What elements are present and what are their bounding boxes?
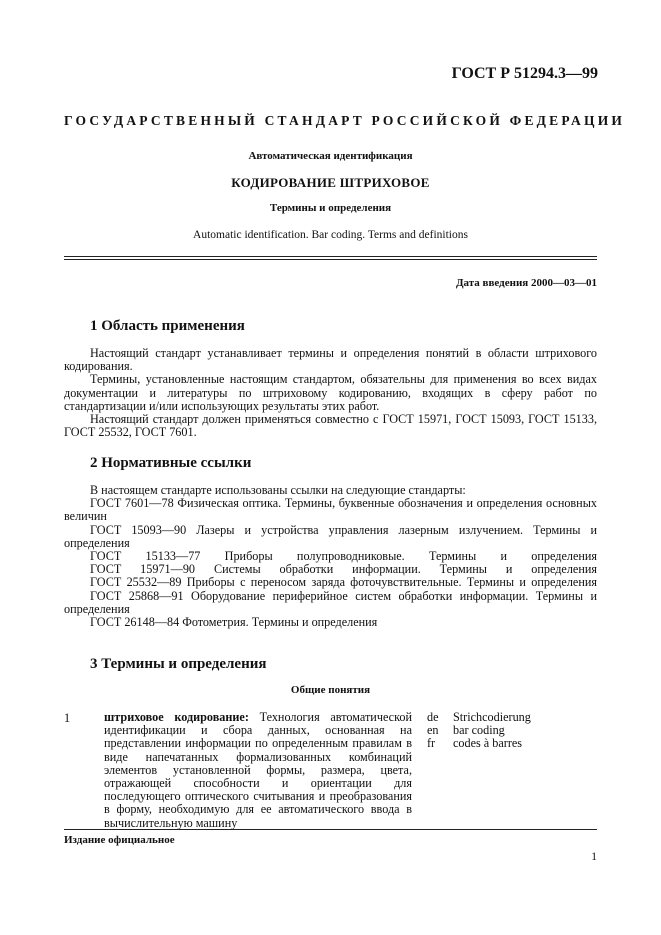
term-definition-text: Технология автоматической идентификации и сбора данных, основанная на представлении информации по определенным правилам в виде напечатанных формализованных комбинаций элементов установленной формы, размера, цвета, отражающей способности и ориентации для последующего оптического считывания и преобразования в форму, необходимую для ее автоматического ввода в вычислительную машину xyxy=(104,710,412,830)
term-name: штриховое кодирование: xyxy=(104,710,249,724)
section1-heading: 1 Область применения xyxy=(90,318,245,334)
header-divider-bottom xyxy=(64,259,597,260)
subtitle-bottom: Термины и определения xyxy=(269,202,392,214)
section1-body xyxy=(64,347,597,439)
language-code: fr xyxy=(427,736,436,751)
section1-paragraph: Термины, установленные настоящим стандартом, обязательны для применения во всех видах документации и литературы по штриховому кодированию, входящих в сферу работ по стандартизации и/или использующих результаты этих работ. xyxy=(64,372,597,413)
foreign-term: Strichcodierung xyxy=(453,710,531,724)
language-code: en xyxy=(427,723,439,738)
subtitle-top: Автоматическая идентификация xyxy=(248,150,413,162)
title-english: Automatic identification. Bar coding. Terms and definitions xyxy=(193,229,468,241)
reference-item: ГОСТ 25868—91 Оборудование периферийное систем обработки информации. Термины и определения xyxy=(64,588,597,616)
page-title: КОДИРОВАНИЕ ШТРИХОВОЕ xyxy=(231,175,430,190)
footer-divider xyxy=(64,829,597,830)
section3-heading: 3 Термины и определения xyxy=(90,656,267,672)
gost-number: ГОСТ Р 51294.3—99 xyxy=(451,65,598,82)
page-number: 1 xyxy=(591,851,597,863)
state-standard-heading: ГОСУДАРСТВЕННЫЙ СТАНДАРТ РОССИЙСКОЙ ФЕДЕРАЦИИ xyxy=(64,113,626,128)
reference-item: ГОСТ 15133—77 Приборы полупроводниковые. Термины и определения xyxy=(90,549,597,564)
section2-intro: В настоящем стандарте использованы ссылки на следующие стандарты: xyxy=(90,483,466,497)
section2-heading: 2 Нормативные ссылки xyxy=(90,455,252,471)
edition-label: Издание официальное xyxy=(64,834,175,846)
language-codes xyxy=(427,711,439,751)
section2-body xyxy=(64,484,597,629)
reference-item: ГОСТ 26148—84 Фотометрия. Термины и определения xyxy=(90,615,378,630)
reference-item: ГОСТ 7601—78 Физическая оптика. Термины, буквенные обозначения и определения основных величин xyxy=(64,496,597,524)
section3-subheading: Общие понятия xyxy=(290,684,371,696)
foreign-term: codes à barres xyxy=(453,736,523,751)
language-code: de xyxy=(427,710,439,724)
reference-item: ГОСТ 15971—90 Системы обработки информации. Термины и определения xyxy=(90,562,597,577)
header-divider-top xyxy=(64,256,597,257)
term-definition xyxy=(104,711,412,830)
section1-paragraph: Настоящий стандарт устанавливает термины и определения понятий в области штрихового кодирования. xyxy=(64,346,597,374)
section1-paragraph: Настоящий стандарт должен применяться совместно с ГОСТ 15971, ГОСТ 15093, ГОСТ 15133, ГОСТ 25532, ГОСТ 7601. xyxy=(64,412,597,440)
foreign-equivalents xyxy=(453,711,531,751)
reference-item: ГОСТ 15093—90 Лазеры и устройства управления лазерным излучением. Термины и определения xyxy=(64,522,597,550)
foreign-term: bar coding xyxy=(453,723,505,738)
term-number: 1 xyxy=(64,711,71,725)
effective-date: Дата введения 2000—03—01 xyxy=(455,277,597,289)
reference-item: ГОСТ 25532—89 Приборы с переносом заряда фоточувствительные. Термины и определения xyxy=(90,575,597,590)
